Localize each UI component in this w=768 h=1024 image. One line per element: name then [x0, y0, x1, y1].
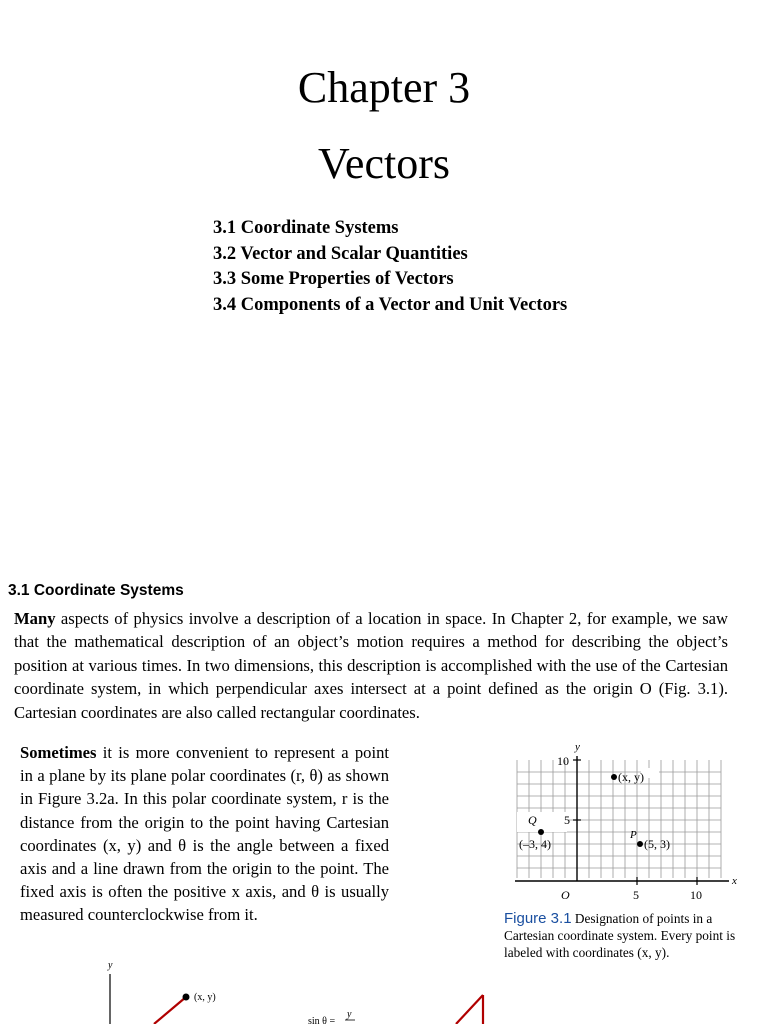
point-p-coords: (5, 3)	[644, 837, 670, 851]
sine-numerator: y	[347, 1009, 352, 1020]
point-q-name: Q	[528, 813, 537, 827]
paragraph-body: aspects of physics involve a description of a location in space. In Chapter 2, for example, we saw that the mathematical description of an object’s motion requires a method for describing the object’s position at various times. In two dimensions, this description is accomplished with the use of the Cartesian coordinate system, in which perpendicular axes intersect at a point defined as the origin O (Fig. 3.1). Cartesian coordinates are also called rectangular coordinates.	[14, 609, 728, 722]
figure-polar-partial	[100, 958, 520, 1024]
toc-item: 3.3 Some Properties of Vectors	[213, 269, 454, 289]
table-of-contents	[213, 216, 567, 318]
point-xy-label: (x, y)	[194, 992, 216, 1003]
point-generic	[611, 774, 617, 780]
figure-cartesian-grid	[505, 738, 745, 910]
origin-label: O	[561, 888, 570, 902]
y-axis-label: y	[575, 741, 580, 753]
point-q	[538, 829, 544, 835]
point-generic-label: (x, y)	[618, 770, 644, 784]
point-xy	[183, 994, 190, 1001]
paragraph-cartesian	[14, 607, 728, 724]
point-q-coords: (–3, 4)	[519, 837, 551, 851]
point-p	[637, 841, 643, 847]
paragraph-polar	[20, 741, 389, 927]
x-tick-label: 10	[690, 888, 702, 902]
toc-item: 3.4 Components of a Vector and Unit Vectors	[213, 294, 568, 315]
label-mask	[517, 812, 567, 832]
sine-formula: sin θ =	[308, 1016, 336, 1024]
x-tick-label: 5	[633, 888, 639, 902]
triangle-hypotenuse	[456, 995, 483, 1024]
x-axis-label: x	[732, 875, 737, 887]
y-tick-label: 10	[557, 754, 569, 768]
paragraph-lead-word: Many	[14, 609, 56, 628]
toc-item: 3.1 Coordinate Systems	[213, 218, 399, 238]
figure-label: Figure 3.1	[504, 910, 572, 927]
y-tick-label: 5	[564, 813, 570, 827]
section-heading: 3.1 Coordinate Systems	[8, 582, 184, 599]
y-axis-label: y	[108, 960, 113, 971]
figure-caption	[504, 910, 736, 961]
paragraph-lead-word: Sometimes	[20, 743, 97, 762]
caption-text: Designation of points in a Cartesian coordinate system. Every point is labeled with coordinates (x, y).	[504, 911, 736, 960]
chapter-title: Chapter 3	[297, 63, 471, 112]
toc-item: 3.2 Vector and Scalar Quantities	[213, 243, 468, 264]
point-p-name: P	[630, 829, 637, 841]
paragraph-body: it is more convenient to represent a point in a plane by its plane polar coordinates (r, θ) as shown in Figure 3.2a. In this polar coordinate system, r is the distance from the origin to the point having Cartesian coordinates (x, y) and θ is the angle between a fixed axis and a line drawn from the origin to the point. The fixed axis is often the positive x axis, and θ is usually measured counterclockwise from it.	[20, 743, 389, 925]
radius-line	[154, 997, 186, 1024]
chapter-subject: Vectors	[318, 139, 450, 188]
